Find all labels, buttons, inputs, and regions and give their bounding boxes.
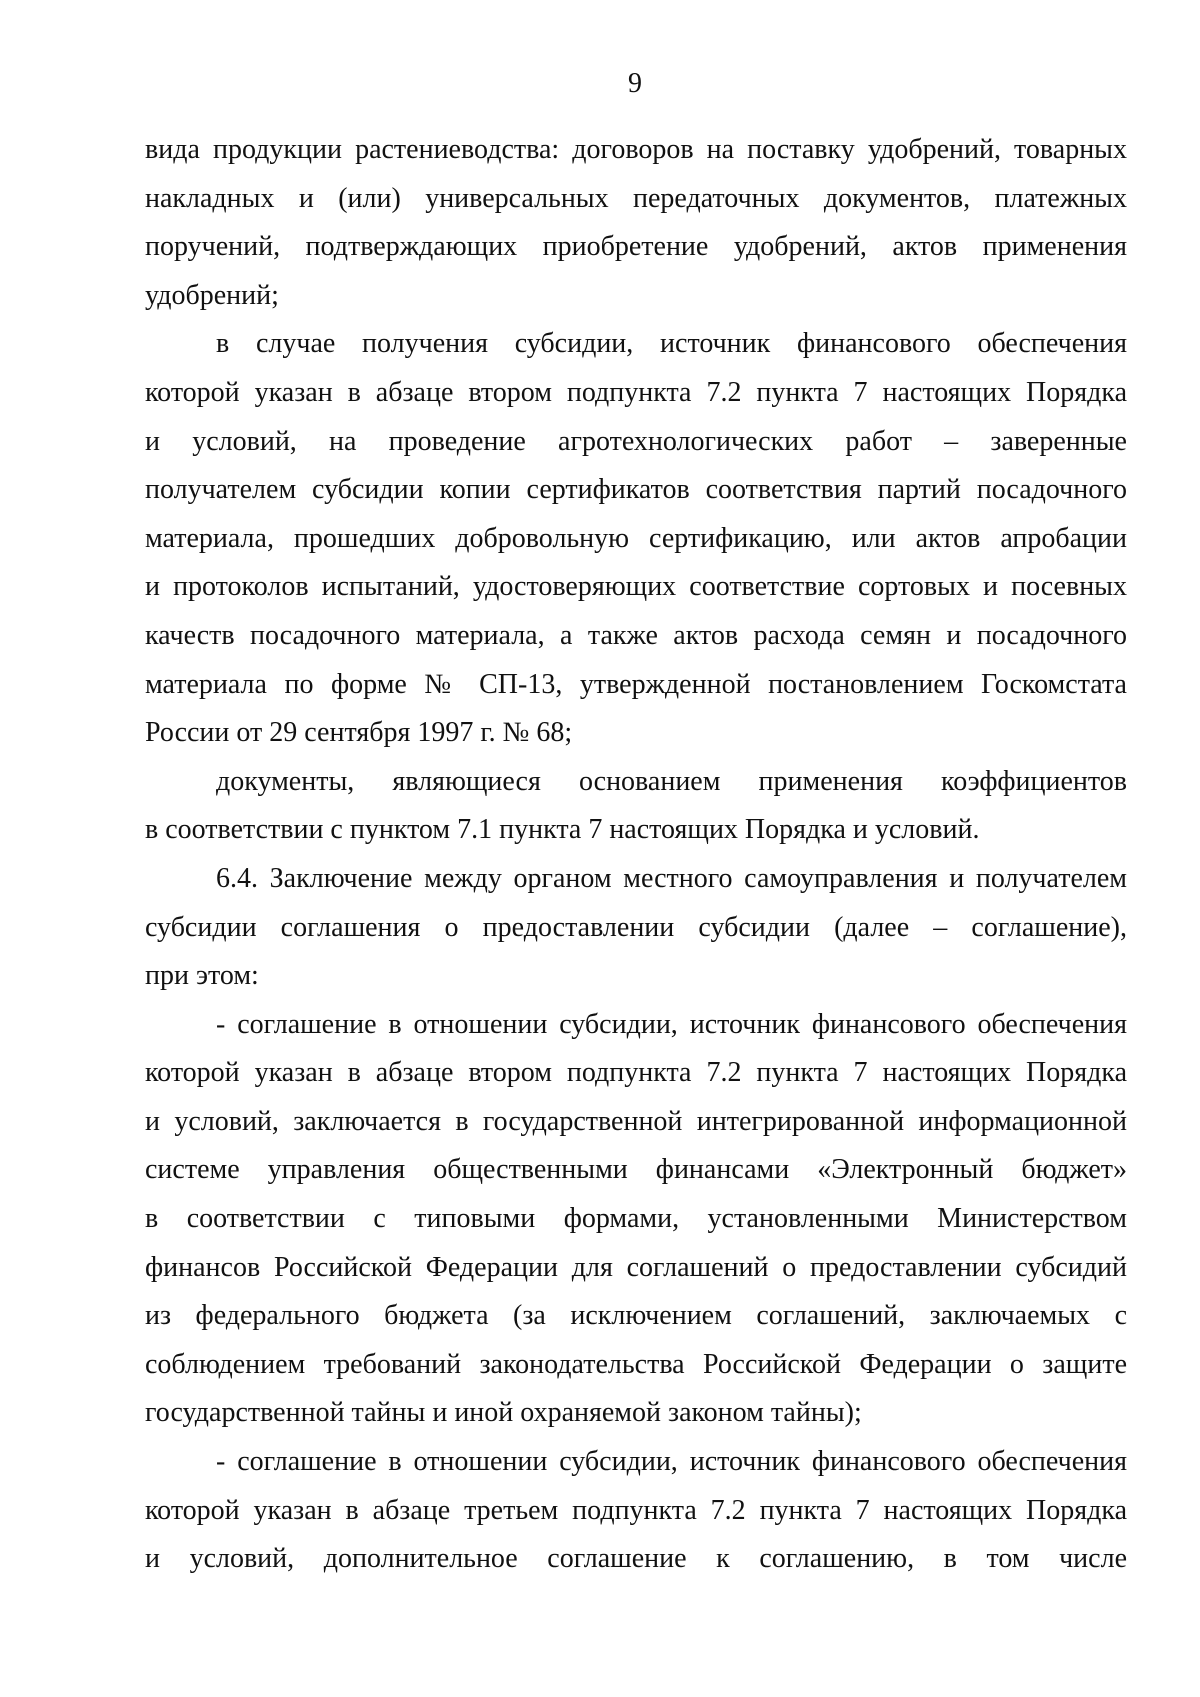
paragraph (145, 320, 1127, 757)
text-line: в случае получения субсидии, источник финансового обеспечения (216, 328, 1127, 360)
text-line: соблюдением требований законодательства Российской Федерации о защите (145, 1348, 1127, 1380)
paragraph (145, 855, 1127, 1001)
text-line: документы, являющиеся основанием применения коэффициентов (216, 765, 1127, 797)
text-line: материала, прошедших добровольную сертификацию, или актов апробации (145, 522, 1127, 554)
document-body (145, 126, 1127, 1584)
text-line: 6.4. Заключение между органом местного самоуправления и получателем (216, 862, 1127, 894)
text-line: субсидии соглашения о предоставлении субсидии (далее – соглашение), (145, 911, 1127, 943)
text-line: которой указан в абзаце втором подпункта 7.2 пункта 7 настоящих Порядка (145, 1057, 1127, 1089)
paragraph (145, 126, 1127, 320)
text-line: в соответствии с пунктом 7.1 пункта 7 настоящих Порядка и условий. (145, 814, 980, 846)
text-line: из федерального бюджета (за исключением соглашений, заключаемых с (145, 1300, 1127, 1332)
text-line: и условий, дополнительное соглашение к соглашению, в том числе (145, 1543, 1127, 1575)
text-line: которой указан в абзаце третьем подпункта 7.2 пункта 7 настоящих Порядка (145, 1494, 1127, 1526)
text-line: и протоколов испытаний, удостоверяющих соответствие сортовых и посевных (145, 571, 1127, 603)
text-line: в соответствии с типовыми формами, установленными Министерством (145, 1203, 1127, 1235)
text-line: вида продукции растениеводства: договоров на поставку удобрений, товарных (145, 134, 1127, 165)
text-line: и условий, заключается в государственной интегрированной информационной (145, 1105, 1127, 1137)
text-line: материала по форме № СП-13, утвержденной постановлением Госкомстата (145, 668, 1127, 700)
text-line: качеств посадочного материала, а также актов расхода семян и посадочного (145, 619, 1127, 651)
text-line: России от 29 сентября 1997 г. № 68; (145, 717, 573, 749)
text-line: и условий, на проведение агротехнологических работ – заверенные (145, 425, 1127, 457)
text-line: получателем субсидии копии сертификатов соответствия партий посадочного (145, 474, 1127, 506)
text-line: - соглашение в отношении субсидии, источник финансового обеспечения (216, 1008, 1127, 1040)
text-line: удобрений; (145, 279, 279, 311)
page-number: 9 (628, 68, 642, 99)
text-line: которой указан в абзаце втором подпункта 7.2 пункта 7 настоящих Порядка (145, 376, 1127, 408)
paragraph (145, 1438, 1127, 1584)
paragraph (145, 1001, 1127, 1438)
text-line: - соглашение в отношении субсидии, источник финансового обеспечения (216, 1446, 1127, 1478)
paragraph (145, 758, 1127, 855)
text-line: поручений, подтверждающих приобретение удобрений, актов применения (145, 231, 1127, 263)
text-line: накладных и (или) универсальных передаточных документов, платежных (145, 182, 1127, 214)
text-line: финансов Российской Федерации для соглашений о предоставлении субсидий (145, 1251, 1127, 1283)
text-line: системе управления общественными финансами «Электронный бюджет» (145, 1154, 1127, 1186)
text-line: при этом: (145, 960, 259, 992)
text-line: государственной тайны и иной охраняемой законом тайны); (145, 1397, 862, 1429)
